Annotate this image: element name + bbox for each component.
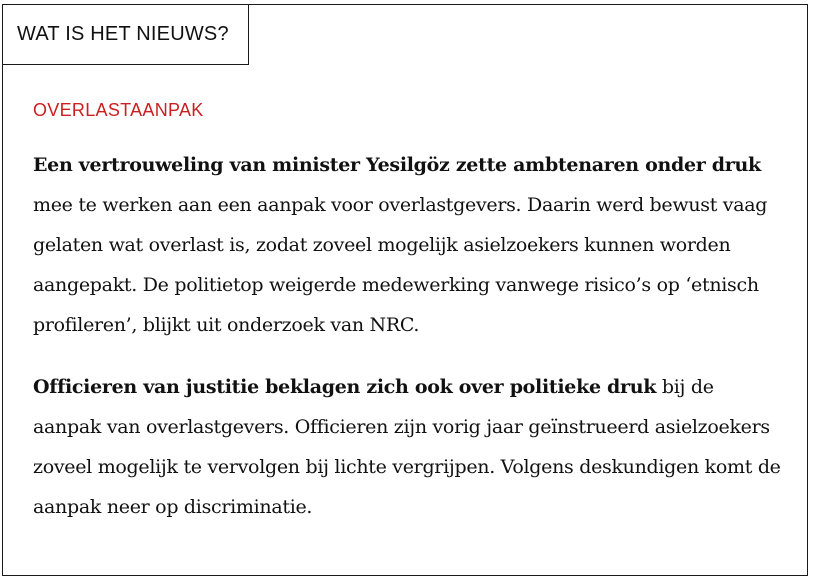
paragraph-1-body: mee te werken aan een aanpak voor overlastgevers. Daarin werd bewust vaag gelaten wat overlast is, zodat zoveel mogelijk asielzoekers kunnen worden aangepakt. De politietop weigerde medewerking vanwege risico’s op ‘etnisch profileren’, blijkt uit onderzoek van NRC. bbox=[33, 194, 768, 336]
paragraph-1-lead: Een vertrouweling van minister Yesilgöz zette ambtenaren onder druk bbox=[33, 154, 761, 176]
article-paragraph-2 bbox=[33, 367, 785, 527]
paragraph-2-lead: Officieren van justitie beklagen zich ook over politieke druk bbox=[33, 376, 657, 398]
news-box bbox=[2, 4, 808, 576]
article-content bbox=[33, 97, 785, 549]
paragraph-2-body: bij de aanpak van overlastgevers. Officieren zijn vorig jaar geïnstrueerd asielzoekers zoveel mogelijk te vervolgen bij lichte vergrijpen. Volgens deskundigen komt de aanpak neer op discriminatie. bbox=[33, 376, 781, 518]
article-kicker: OVERLASTAANPAK bbox=[33, 100, 204, 120]
article-paragraph-1 bbox=[33, 145, 785, 345]
box-header-title: WAT IS HET NIEUWS? bbox=[2, 4, 249, 65]
